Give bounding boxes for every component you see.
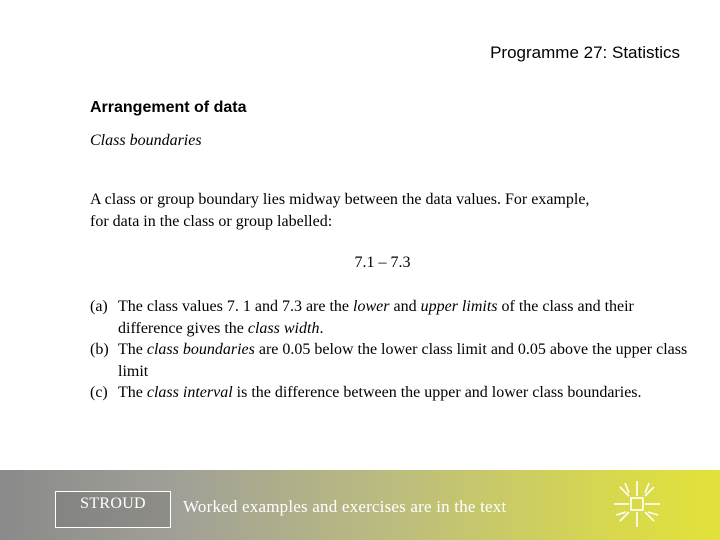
footer-bar — [0, 470, 720, 540]
section-subtitle: Class boundaries — [90, 132, 202, 149]
stroud-label: STROUD — [80, 495, 146, 512]
item-marker: (c) — [90, 384, 108, 401]
item-text — [118, 382, 690, 404]
item-text-part: and — [389, 298, 421, 315]
item-text-part: is the difference between the upper and lower class boundaries. — [232, 384, 642, 401]
item-text-part: The — [118, 384, 147, 401]
programme-title: Programme 27: Statistics — [490, 43, 680, 62]
term-class-width: class width — [247, 319, 320, 337]
item-marker: (b) — [90, 341, 109, 358]
term-upper-limits: upper limits — [420, 298, 498, 315]
stroud-button[interactable] — [55, 491, 171, 528]
footer-note: Worked examples and exercises are in the text — [183, 497, 507, 516]
list-item — [90, 339, 690, 382]
definitions-list — [90, 296, 690, 404]
class-example: 7.1 – 7.3 — [354, 254, 411, 271]
term-lower: lower — [353, 298, 390, 315]
term-class-interval: class interval — [146, 384, 233, 401]
item-text — [118, 339, 690, 382]
sun-frame-icon — [612, 479, 662, 529]
item-text-part: are 0.05 below the lower class limit and 0.05 above the upper class limit — [118, 341, 688, 380]
item-text-part: The class values 7. 1 and 7.3 are the — [118, 298, 354, 315]
intro-line-1: A class or group boundary lies midway between the data values. For example, — [90, 191, 590, 208]
term-class-boundaries: class boundaries — [146, 341, 255, 358]
section-title: Arrangement of data — [90, 99, 247, 116]
item-text — [118, 296, 690, 339]
item-marker: (a) — [90, 298, 108, 315]
intro-line-2: for data in the class or group labelled: — [90, 213, 333, 230]
list-item — [90, 382, 690, 404]
item-text-part: The — [118, 341, 147, 358]
item-text-part: of the class and their difference gives the — [118, 298, 634, 337]
item-text-part: . — [319, 319, 324, 337]
list-item — [90, 296, 690, 339]
intro-paragraph — [90, 189, 680, 233]
